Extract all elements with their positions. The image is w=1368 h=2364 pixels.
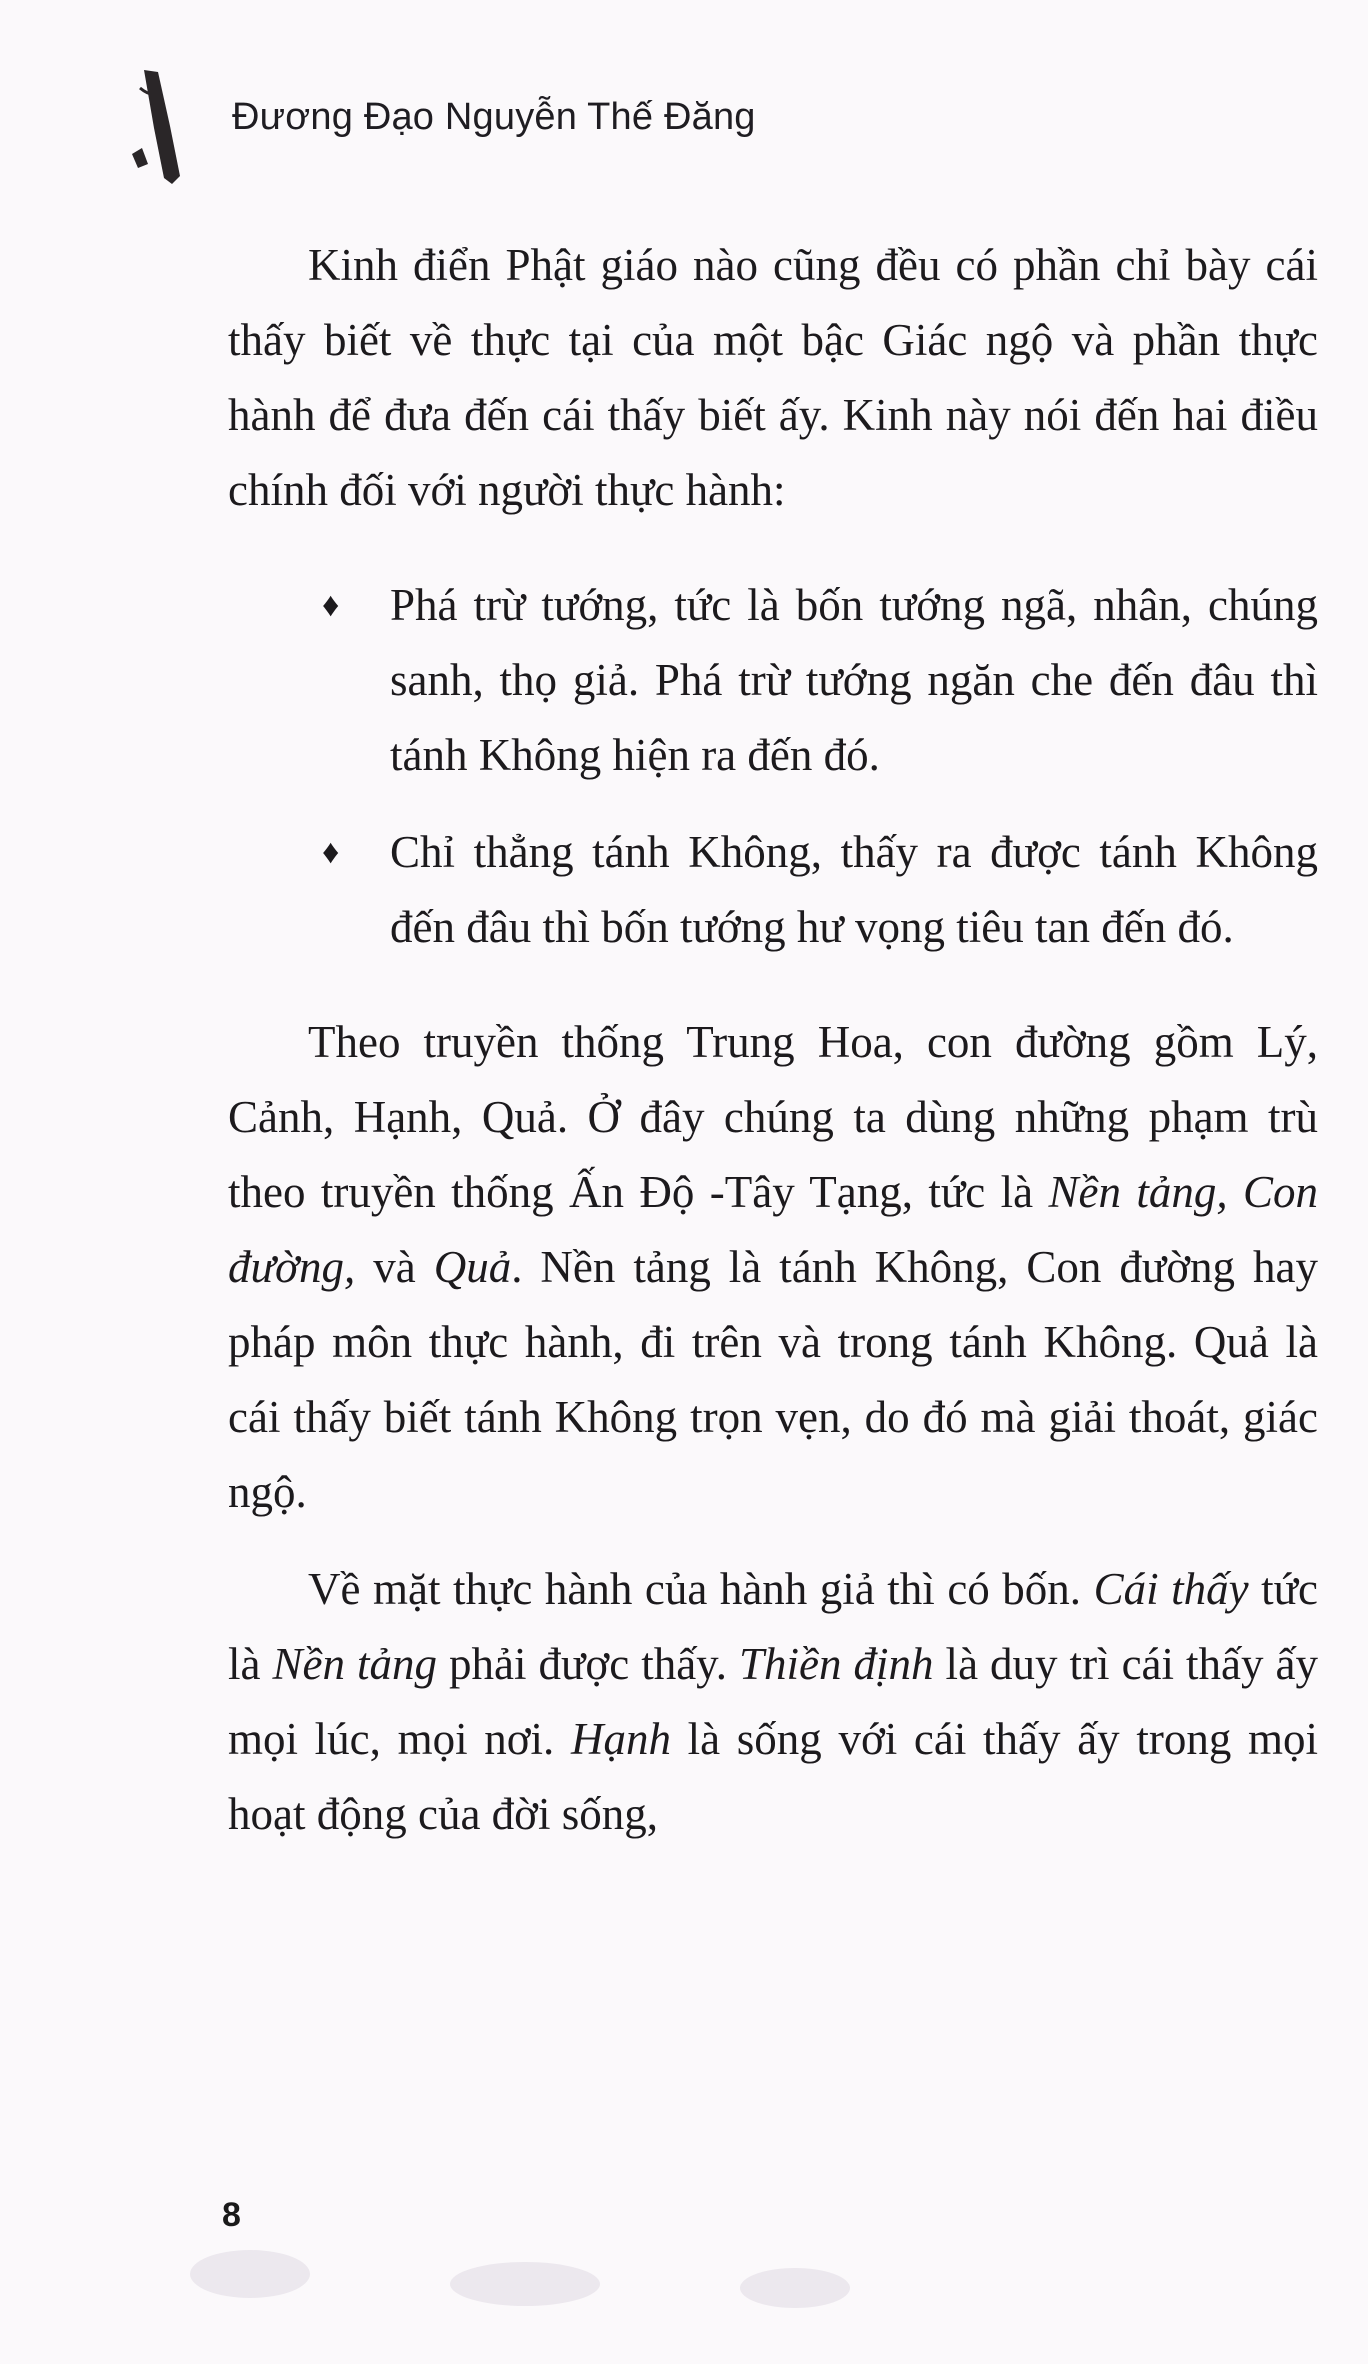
italic-run: Hạnh bbox=[570, 1714, 671, 1764]
list-item-text: Phá trừ tướng, tức là bốn tướng ngã, nhân, chúng sanh, thọ giả. Phá trừ tướng ngăn che đến đâu thì tánh Không hiện ra đến đó. bbox=[390, 580, 1318, 780]
italic-run: Cái thấy bbox=[1093, 1564, 1249, 1614]
text-run: Theo truyền thống Trung Hoa, con đường gồm Lý, Cảnh, Hạnh, Quả. Ở đây chúng ta dùng những phạm trù theo truyền thống Ấn Độ -Tây Tạng, tức là bbox=[228, 1017, 1318, 1217]
text-run: phải được thấy. bbox=[437, 1639, 740, 1689]
italic-run: Thiền định bbox=[739, 1639, 934, 1689]
list-item-text: Chỉ thẳng tánh Không, thấy ra được tánh Không đến đâu thì bốn tướng hư vọng tiêu tan đến đó. bbox=[390, 827, 1318, 952]
paragraph-tradition bbox=[228, 1005, 1318, 1530]
paragraph-intro: Kinh điển Phật giáo nào cũng đều có phần chỉ bày cái thấy biết về thực tại của một bậc Giác ngộ và phần thực hành để đưa đến cái thấy biết ấy. Kinh này nói đến hai điều chính đối với người thực hành: bbox=[228, 240, 1318, 515]
show-through-blot bbox=[190, 2250, 310, 2298]
list-item bbox=[322, 568, 1318, 793]
show-through-blot bbox=[450, 2262, 600, 2306]
text-run: Về mặt thực hành của hành giả thì có bốn. bbox=[308, 1564, 1094, 1614]
bullet-list bbox=[228, 568, 1318, 965]
show-through-blot bbox=[740, 2268, 850, 2308]
text-run: và bbox=[355, 1242, 434, 1292]
diamond-bullet-icon: ♦ bbox=[322, 587, 340, 624]
list-item bbox=[322, 815, 1318, 965]
running-header-title: Đương Đạo Nguyễn Thế Đăng bbox=[232, 96, 756, 138]
body-text bbox=[228, 228, 1318, 1852]
text-run: là duy trì cái thấy ấy mọi lúc, mọi nơi. bbox=[228, 1639, 1318, 1764]
page-number: 8 bbox=[222, 2196, 241, 2234]
diamond-bullet-icon: ♦ bbox=[322, 834, 340, 871]
text-run: là sống với cái thấy ấy trong mọi hoạt động của đời sống, bbox=[228, 1714, 1318, 1839]
running-header bbox=[168, 92, 756, 139]
text-run: tức là bbox=[228, 1564, 1318, 1689]
italic-run: Nền tảng, Con đường, bbox=[228, 1167, 1318, 1292]
italic-run: Quả bbox=[433, 1242, 512, 1292]
brush-logo-icon bbox=[130, 68, 190, 186]
text-run: . Nền tảng là tánh Không, Con đường hay pháp môn thực hành, đi trên và trong tánh Không. Quả là cái thấy biết tánh Không trọn vẹn, do đó mà giải thoát, giác ngộ. bbox=[228, 1242, 1318, 1517]
paragraph-practice bbox=[228, 1552, 1318, 1852]
italic-run: Nền tảng bbox=[272, 1639, 438, 1689]
